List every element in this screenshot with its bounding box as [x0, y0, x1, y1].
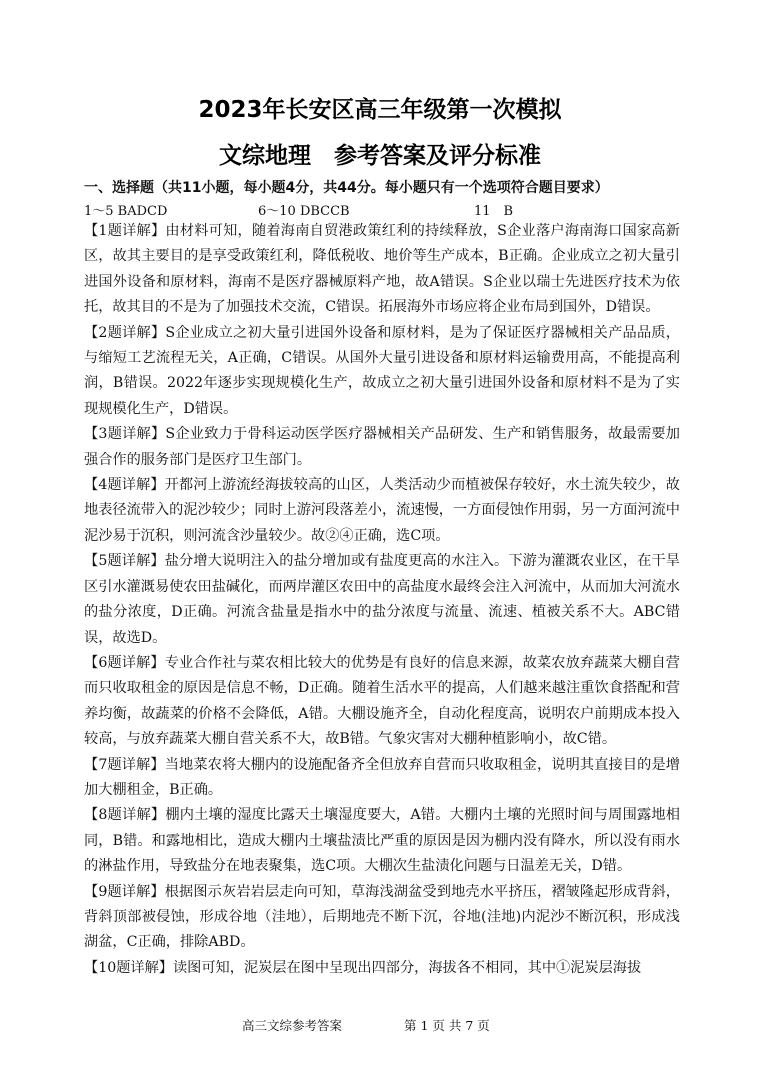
explanation-paragraph: 【8题详解】棚内土壤的湿度比露天土壤湿度要大，A错。大棚内土壤的光照时间与周围露地相同，B错。和露地相比，造成大棚内土壤盐渍比严重的原因是因为棚内没有降水，所以没有雨水的淋盐作用，导致盐分在地表聚集，选C项。大棚次生盐渍化问题与日温差无关，D错。 — [84, 807, 680, 875]
answer-group-2: 6～10 DBCCB — [258, 204, 350, 219]
explanation-paragraph: 【2题详解】S企业成立之初大量引进国外设备和原材料，是为了保证医疗器械相关产品品质，与缩短工艺流程无关，A正确，C错误。从国外大量引进设备和原材料运输费用高，不能提高利润，B错误。2022年逐步实现规模化生产，故成立之初大量引进国外设备和原材料不是为了实现规模化生产，D错误。 — [84, 324, 680, 417]
explanation-paragraph: 【1题详解】由材料可知，随着海南自贸港政策红利的持续释放，S企业落户海南海口国家高新区，故其主要目的是享受政策红利，降低税收、地价等生产成本，B正确。企业成立之初大量引进国外设备和原材料，海南不是医疗器械原料产地，故A错误。S企业以瑞士先进医疗技术为依托，故其目的不是为了加强技术交流，C错误。拓展海外市场应将企业布局到国外，D错误。 — [84, 223, 680, 316]
answer-key — [84, 200, 684, 220]
answer-group-3: 11 B — [474, 204, 514, 219]
explanation-paragraph: 【10题详解】读图可知，泥炭层在图中呈现出四部分，海拔各不相同，其中①泥炭层海拔 — [84, 959, 642, 976]
section-heading: 一、选择题（共11小题，每小题4分，共44分。每小题只有一个选项符合题目要求） — [84, 180, 609, 196]
explanation-paragraph: 【5题详解】盐分增大说明注入的盐分增加或有盐度更高的水注入。下游为灌溉农业区，在干旱区引水灌溉易使农田盐碱化，而两岸灌区农田中的高盐度水最终会注入河流中，从而加大河流水的盐分浓度，D正确。河流含盐量是指水中的盐分浓度与流量、流速、植被关系不大。ABC错误，故选D。 — [84, 553, 680, 646]
explanation-paragraph: 【4题详解】开都河上游流经海拔较高的山区，人类活动少而植被保存较好，水土流失较少，故地表径流带入的泥沙较少；同时上游河段落差小，流速慢，一方面侵蚀作用弱，另一方面河流中泥沙易于沉积，则河流含沙量较少。故②④正确，选C项。 — [84, 477, 680, 544]
document-title: 2023年长安区高三年级第一次模拟 — [198, 97, 562, 123]
explanation-paragraph: 【7题详解】当地菜农将大棚内的设施配备齐全但放弃自营而只收取租金，说明其直接目的是增加大棚租金，B正确。 — [84, 756, 680, 798]
document-subtitle: 文综地理 参考答案及评分标准 — [219, 143, 541, 169]
explanations — [84, 219, 680, 981]
explanation-paragraph: 【3题详解】S企业致力于骨科运动医学医疗器械相关产品研发、生产和销售服务，故最需要加强合作的服务部门是医疗卫生部门。 — [84, 426, 680, 468]
page-number: 第 1 页 共 7 页 — [404, 1018, 490, 1033]
explanation-paragraph: 【9题详解】根据图示灰岩岩层走向可知，草海浅湖盆受到地壳水平挤压，褶皱隆起形成背斜，背斜顶部被侵蚀，形成谷地（洼地），后期地壳不断下沉，谷地(洼地)内泥沙不断沉积，形成浅湖盆，C正确，排除ABD。 — [84, 883, 680, 951]
answer-group-1: 1～5 BADCD — [84, 204, 168, 219]
explanation-paragraph: 【6题详解】专业合作社与菜农相比较大的优势是有良好的信息来源，故菜农放弃蔬菜大棚自营而只收取租金的原因是信息不畅，D正确。随着生活水平的提高，人们越来越注重饮食搭配和营养均衡，故蔬菜的价格不会降低，A错。大棚设施齐全，自动化程度高，说明农户前期成本投入较高，与放弃蔬菜大棚自营关系不大，故B错。气象灾害对大棚种植影响小，故C错。 — [84, 654, 680, 748]
footer-label: 高三文综参考答案 — [242, 1018, 343, 1033]
